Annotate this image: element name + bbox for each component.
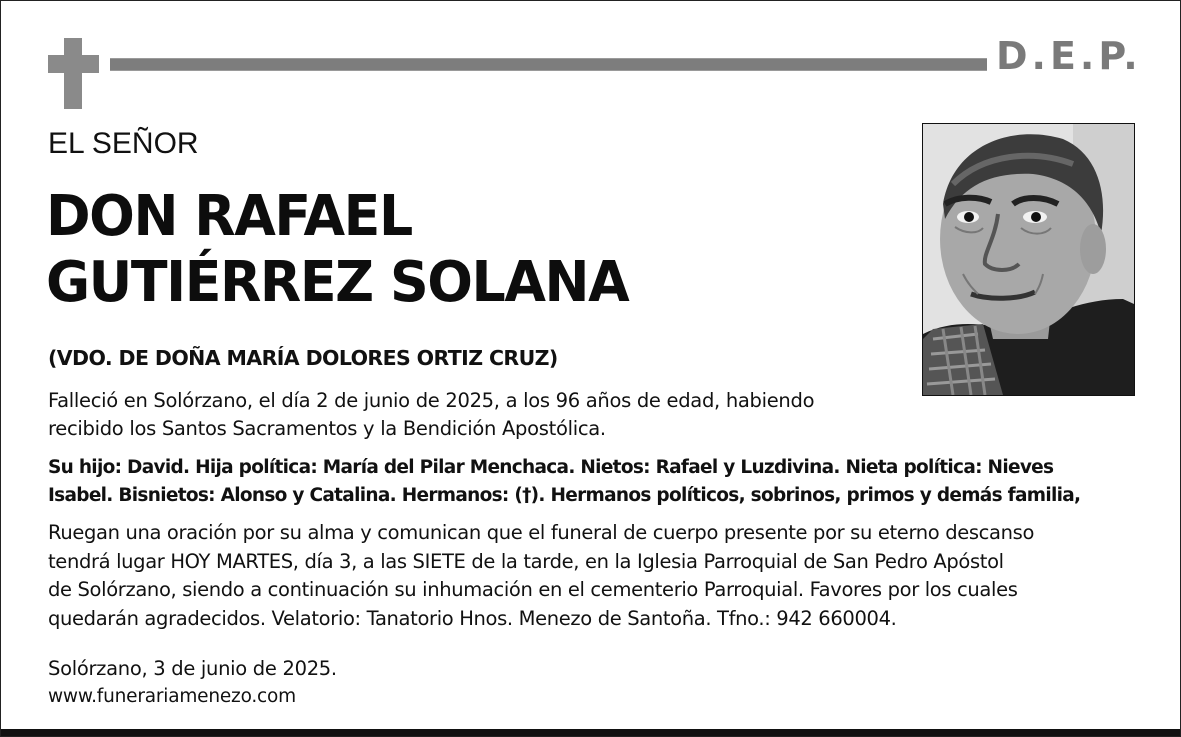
funeral-line: de Solórzano, siendo a continuación su inhumación en el cementerio Parroquial. Favores por los cuales [48,578,1018,601]
family-members [48,454,1158,510]
portrait-illustration [923,124,1134,395]
family-line: Su hijo: David. Hija política: María del Pilar Menchaca. Nietos: Rafael y Luzdivina. Nieta política: Nieves [48,457,1054,478]
death-line: Falleció en Solórzano, el día 2 de junio de 2025, a los 96 años de edad, habiendo [48,389,815,412]
cross-horizontal-bar [48,55,99,73]
funeral-details [48,519,1158,633]
deceased-portrait-photo [922,123,1135,396]
place-and-date: Solórzano, 3 de junio de 2025. [48,657,337,680]
widower-of: (VDO. DE DOÑA MARÍA DOLORES ORTIZ CRUZ) [48,346,558,370]
family-line: Isabel. Bisnietos: Alonso y Catalina. Hermanos: (†). Hermanos políticos, sobrinos, primos y demás familia, [48,485,1081,506]
funeral-home-website: www.funerariamenezo.com [48,686,296,707]
death-details [48,387,908,443]
funeral-line: tendrá lugar HOY MARTES, día 3, a las SIETE de la tarde, en la Iglesia Parroquial de San Pedro Apóstol [48,549,1004,573]
dep-label: D.E.P. [996,34,1142,78]
cross-vertical-bar [64,38,82,109]
name-line-1: DON RAFAEL [46,184,412,249]
name-line-2: GUTIÉRREZ SOLANA [46,249,629,315]
death-line: recibido los Santos Sacramentos y la Bendición Apostólica. [48,417,606,440]
deceased-name [46,184,872,315]
funeral-line: quedarán agradecidos. Velatorio: Tanatorio Hnos. Menezo de Santoña. Tfno.: 942 660004. [48,606,897,630]
header-rule [110,58,987,71]
title-prefix: EL SEÑOR [48,127,199,160]
bottom-border [1,729,1180,736]
funeral-line: Ruegan una oración por su alma y comunican que el funeral de cuerpo presente por su eterno descanso [48,521,1035,544]
